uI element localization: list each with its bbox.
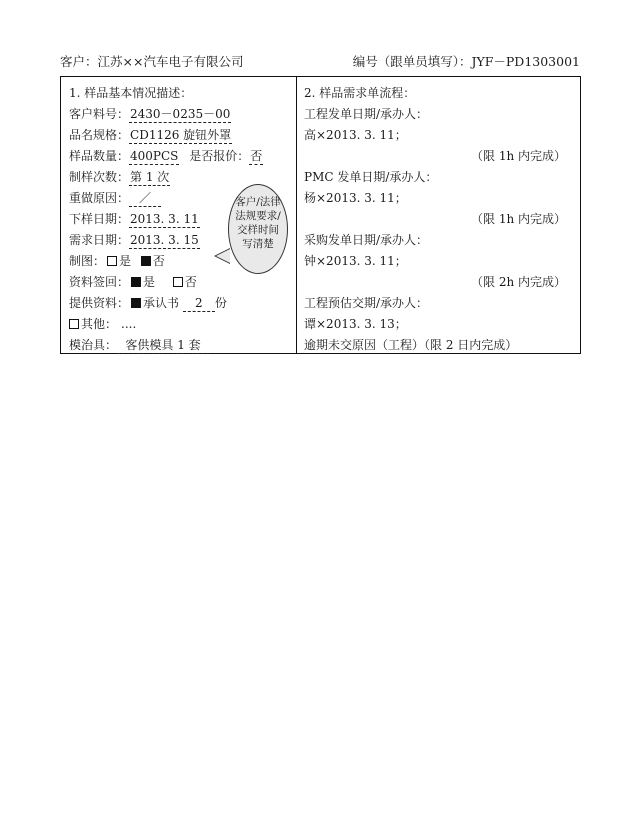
- need-date-value: 2013. 3. 15: [130, 233, 199, 247]
- sample-request-form: [60, 76, 581, 354]
- other-checkbox[interactable]: [69, 319, 79, 329]
- docs-no-label: 否: [184, 275, 197, 289]
- eng-issue-limit: （限 1h 内完成）: [471, 149, 566, 163]
- redo-value: ／: [129, 190, 161, 207]
- callout-bubble: [228, 184, 288, 274]
- mold-row: [69, 335, 291, 356]
- part-number-value: 2430－0235－00: [130, 107, 231, 121]
- column-divider: [296, 77, 297, 353]
- pmc-issue-value: 杨×2013. 3. 11；: [304, 191, 407, 205]
- provide-docs-item: 承认书: [143, 296, 180, 310]
- spec-label: 品名规格：: [69, 128, 130, 142]
- docs-yes-label: 是: [143, 275, 156, 289]
- drawing-label: 制图：: [69, 254, 106, 268]
- pmc-issue-label: PMC 发单日期/承办人：: [304, 170, 438, 184]
- spec-value: CD1126 旋钮外罩: [130, 128, 232, 142]
- quote-value: 否: [250, 149, 263, 163]
- callout-tail-fill: [216, 249, 230, 263]
- provide-docs-row: [69, 293, 291, 314]
- mold-label: 模治具：: [69, 338, 118, 352]
- callout-line: 客户/法律: [235, 196, 281, 208]
- quantity-label: 样品数量：: [69, 149, 130, 163]
- customer-name: 客户：江苏××汽车电子有限公司: [60, 54, 244, 69]
- eng-issue-label: 工程发单日期/承办人：: [304, 107, 429, 121]
- section-title-description: 1. 样品基本情况描述：: [69, 86, 193, 100]
- times-label: 制样次数：: [69, 170, 130, 184]
- docs-no-checkbox[interactable]: [173, 277, 183, 287]
- sample-date-label: 下样日期：: [69, 212, 130, 226]
- form-number: 编号（跟单员填写）：JYF－PD1303001: [352, 54, 580, 69]
- other-label: 其他：: [81, 317, 118, 331]
- docs-return-row: [69, 272, 291, 293]
- provide-docs-count: 2: [183, 295, 215, 312]
- sample-date-value: 2013. 3. 11: [130, 212, 199, 226]
- spec-row: [69, 125, 291, 146]
- eng-issue-value: 高×2013. 3. 11；: [304, 128, 407, 142]
- drawing-yes-checkbox[interactable]: [107, 256, 117, 266]
- provide-docs-label: 提供资料：: [69, 296, 130, 310]
- estimate-delivery-label: 工程预估交期/承办人：: [304, 296, 429, 310]
- purchase-issue-value: 钟×2013. 3. 11；: [304, 254, 407, 268]
- drawing-no-label: 否: [152, 254, 165, 268]
- other-value: ....: [121, 317, 137, 331]
- callout-line: 法规要求/: [235, 210, 281, 222]
- mold-value: 客供模具 1 套: [117, 337, 209, 354]
- purchase-issue-label: 采购发单日期/承办人：: [304, 233, 429, 247]
- docs-yes-checkbox[interactable]: [131, 277, 141, 287]
- section-title-flow: 2. 样品需求单流程：: [304, 86, 416, 100]
- provide-docs-checkbox[interactable]: [131, 298, 141, 308]
- docs-return-label: 资料签回：: [69, 275, 130, 289]
- request-flow-section: [304, 83, 574, 356]
- need-date-label: 需求日期：: [69, 233, 130, 247]
- other-row: [69, 314, 291, 335]
- quantity-value: 400PCS: [130, 149, 179, 163]
- redo-label: 重做原因：: [69, 191, 130, 205]
- estimate-delivery-value: 谭×2013. 3. 13；: [304, 317, 407, 331]
- callout-line: 写清楚: [242, 238, 274, 250]
- drawing-no-checkbox[interactable]: [141, 256, 151, 266]
- provide-docs-unit: 份: [214, 296, 227, 310]
- overdue-reason-label: 逾期未交原因（工程）（限 2 日内完成）: [304, 338, 518, 352]
- quantity-row: [69, 146, 291, 167]
- pmc-issue-limit: （限 1h 内完成）: [471, 212, 566, 226]
- purchase-issue-limit: （限 2h 内完成）: [471, 275, 566, 289]
- quote-label: 是否报价：: [189, 149, 250, 163]
- drawing-yes-label: 是: [119, 254, 132, 268]
- times-value: 第 1 次: [130, 170, 170, 184]
- part-number-row: [69, 104, 291, 125]
- part-number-label: 客户料号：: [69, 107, 130, 121]
- callout-line: 交样时间: [237, 224, 279, 236]
